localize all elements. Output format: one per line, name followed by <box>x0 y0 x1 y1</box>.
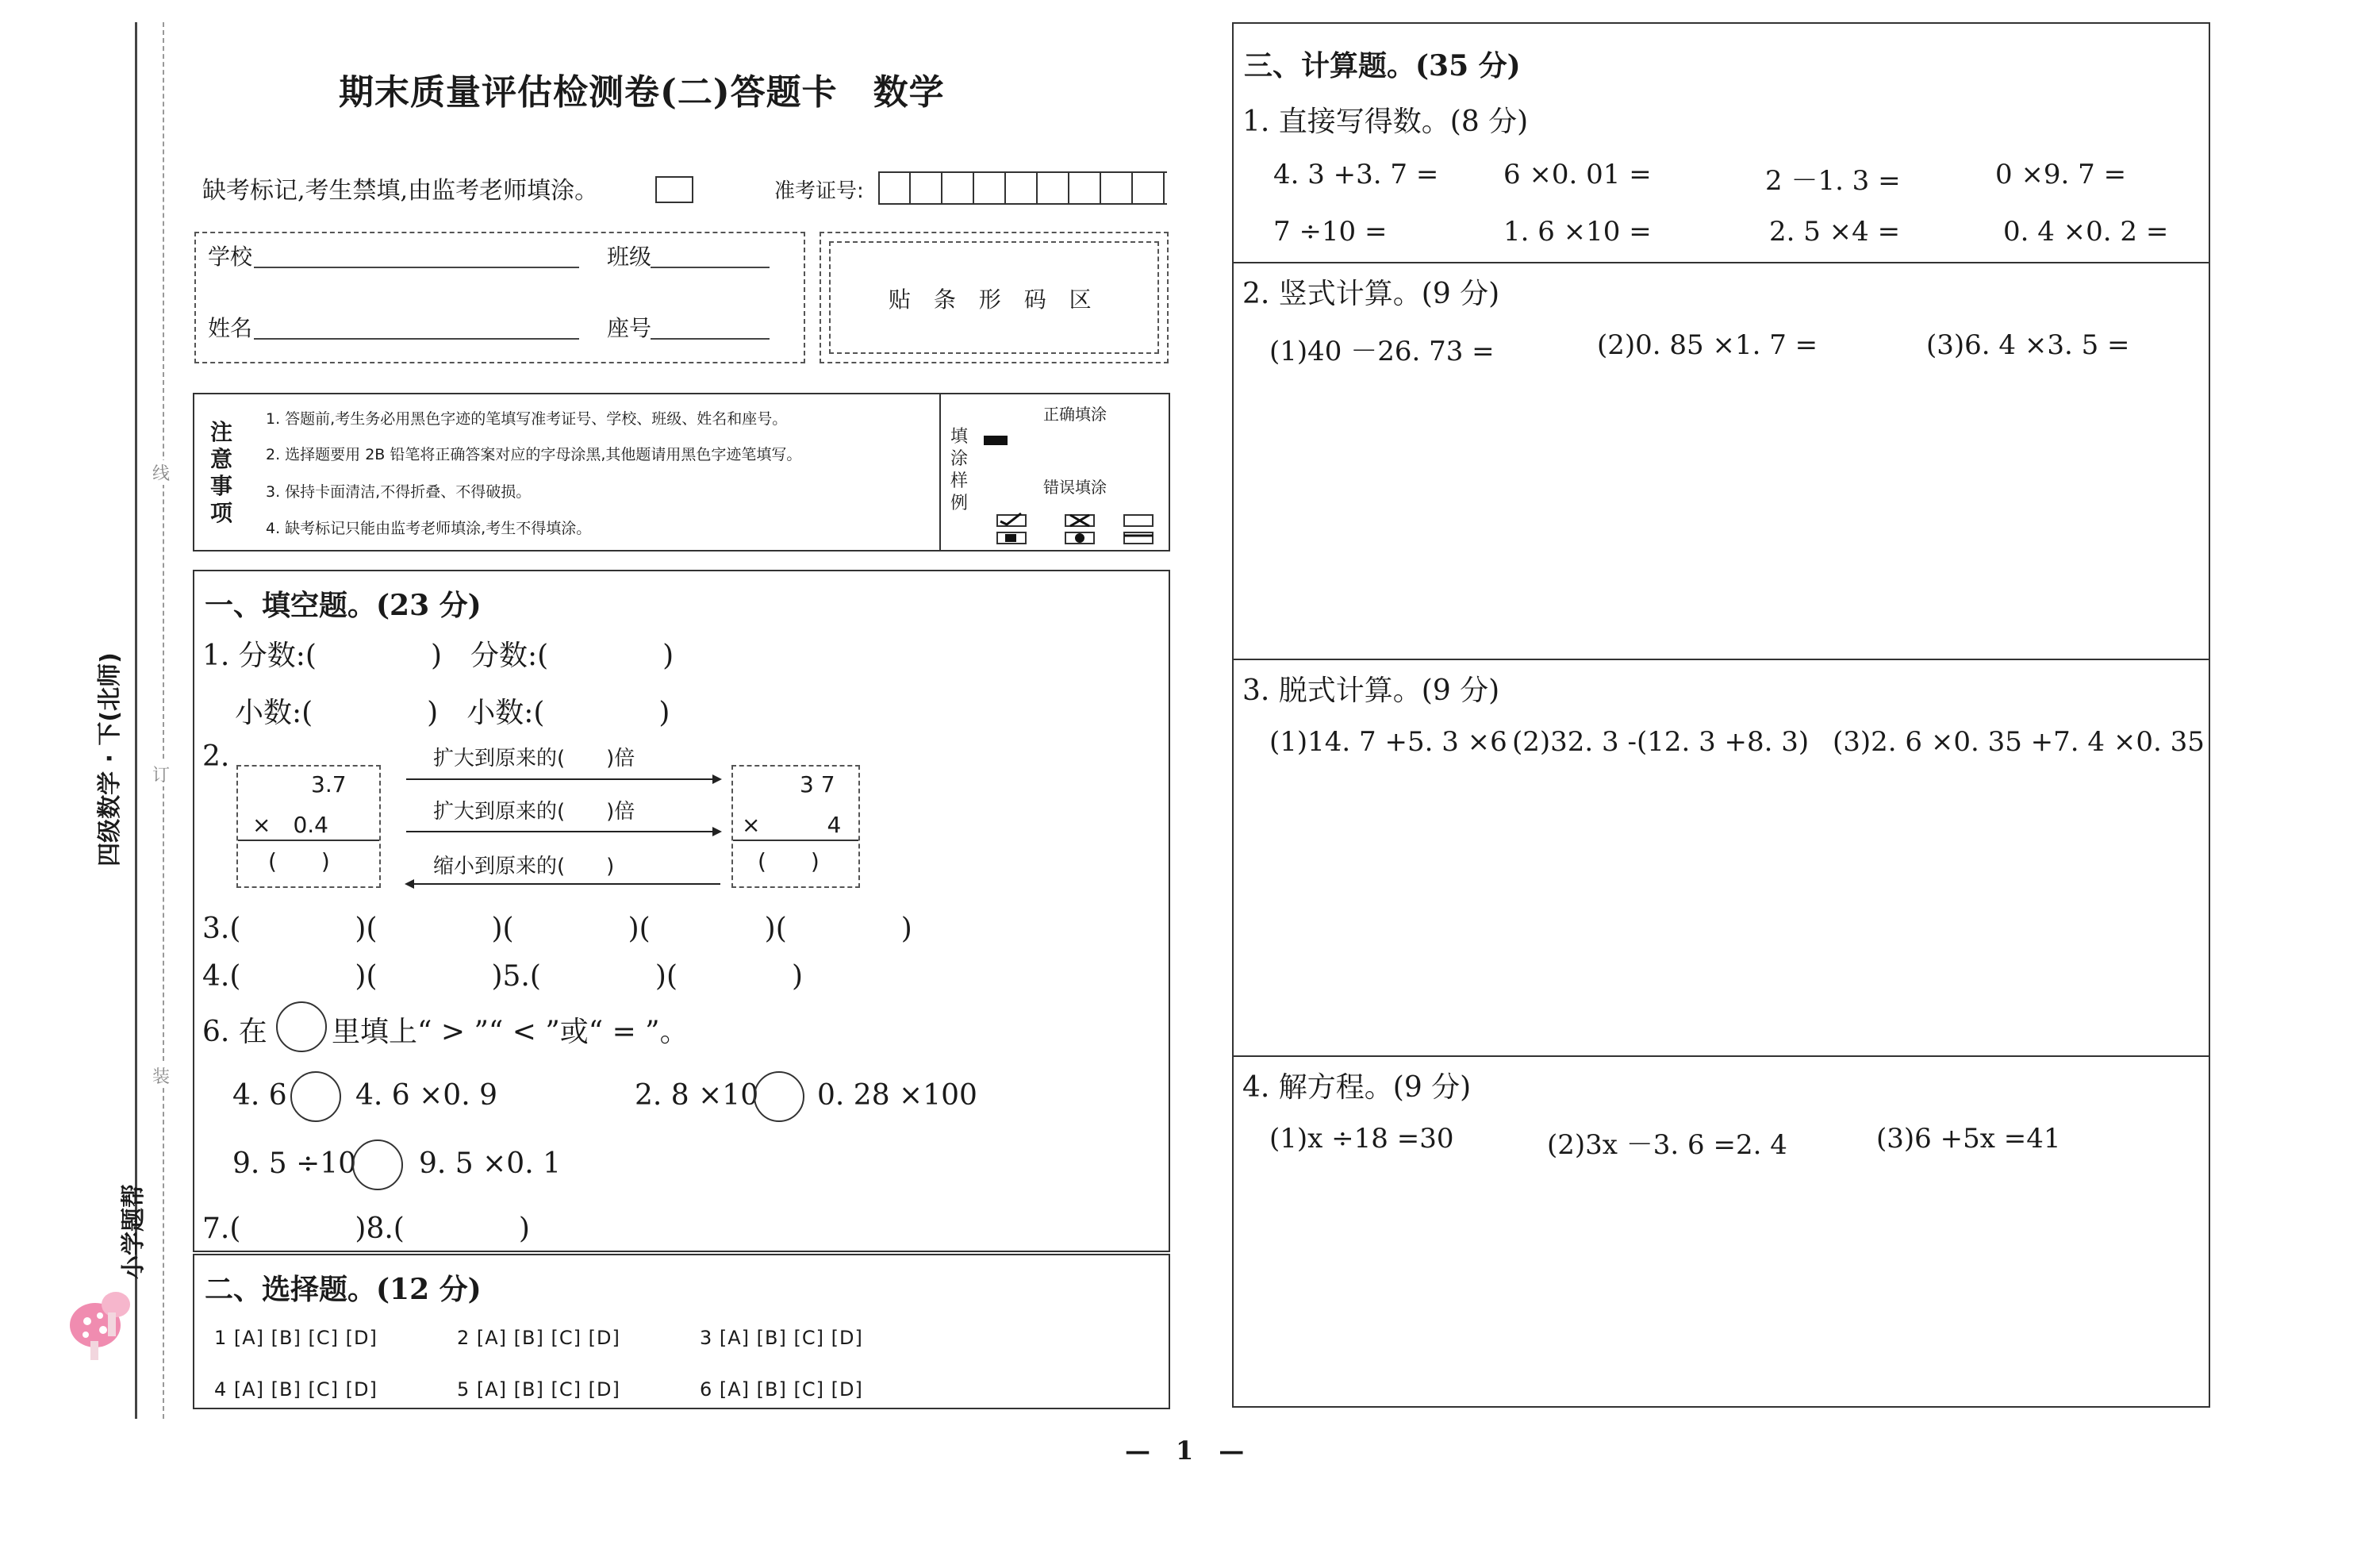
p3-divider <box>1232 659 2210 660</box>
q2-right-top: 3 7 <box>800 771 835 797</box>
page-number: — 1 — <box>1125 1435 1245 1466</box>
cmp2-right: 0. 28 ×100 <box>817 1079 977 1112</box>
absent-note: 缺考标记,考生禁填,由监考老师填涂。 <box>202 177 599 205</box>
q2-left-answer[interactable]: ( ) <box>268 848 330 874</box>
choice-q4[interactable]: 4 [A] [B] [C] [D] <box>214 1378 378 1401</box>
p3-title: 3. 脱式计算。(9 分) <box>1242 674 1500 707</box>
arrow-label-3: 缩小到原来的( ) <box>433 855 615 878</box>
p1-r1-4: 0 ×9. 7 = <box>1995 159 2127 190</box>
p4-item-1: (1)x ÷18 =30 <box>1269 1123 1454 1155</box>
p1-r1-1: 4. 3 +3. 7 = <box>1273 159 1439 190</box>
p1-r2-3: 2. 5 ×4 = <box>1769 216 1901 248</box>
p4-title: 4. 解方程。(9 分) <box>1242 1071 1472 1104</box>
q2-left-rule <box>238 840 379 841</box>
sample-heading: 填 涂 样 例 <box>950 427 969 513</box>
info-box <box>194 232 805 363</box>
class-label: 班级 <box>607 244 652 270</box>
barcode-label: 贴 条 形 码 区 <box>889 286 1100 313</box>
q6-text-b: 里填上“ > ”“ < ”或“ = ”。 <box>332 1016 689 1048</box>
binding-line-dashed <box>163 22 164 1419</box>
p1-r2-4: 0. 4 ×0. 2 = <box>2003 216 2169 248</box>
cmp3-left: 9. 5 ÷10 <box>232 1147 357 1180</box>
q2-left-top: 3.7 <box>311 771 347 797</box>
q6-circle-sample <box>276 1001 327 1052</box>
p1-title: 1. 直接写得数。(8 分) <box>1242 106 1529 138</box>
school-field[interactable] <box>254 267 579 268</box>
wrong-label: 错误填涂 <box>1043 478 1107 497</box>
section1-title: 一、填空题。(23 分) <box>205 589 482 622</box>
p2-item-1: (1)40 －26. 73 = <box>1269 336 1495 367</box>
choice-q2[interactable]: 2 [A] [B] [C] [D] <box>457 1327 620 1349</box>
cmp1-left: 4. 6 <box>232 1079 287 1112</box>
q2-number: 2. <box>202 740 230 773</box>
arrow-label-2: 扩大到原来的( )倍 <box>433 800 635 824</box>
binding-mark-mid: 订 <box>152 762 170 786</box>
p1-r1-2: 6 ×0. 01 = <box>1503 159 1652 190</box>
name-label: 姓名 <box>208 315 253 341</box>
cmp3-circle[interactable] <box>352 1139 403 1190</box>
p4-item-3: (3)6 +5x =41 <box>1876 1123 2061 1155</box>
p3-item-1: (1)14. 7 +5. 3 ×6 <box>1269 726 1507 758</box>
grade-label: 四级数学 · 下(北师) <box>96 652 124 867</box>
p2-item-3: (3)6. 4 ×3. 5 = <box>1926 329 2130 361</box>
page-title: 期末质量评估检测卷(二)答题卡 数学 <box>339 72 945 113</box>
p3-item-3: (3)2. 6 ×0. 35 +7. 4 ×0. 35 <box>1833 726 2205 758</box>
p2-divider <box>1232 262 2210 263</box>
q4-line: 4.( )( )5.( )( ) <box>202 960 804 993</box>
note-item-4: 4. 缺考标记只能由监考老师填涂,考生不得填涂。 <box>266 520 592 537</box>
arrow-label-1: 扩大到原来的( )倍 <box>433 747 635 770</box>
binding-mark-top: 线 <box>152 460 170 485</box>
q2-right-answer[interactable]: ( ) <box>758 848 820 874</box>
q6-text-a: 6. 在 <box>202 1016 267 1048</box>
note-item-1: 1. 答题前,考生务必用黑色字迹的笔填写准考证号、学校、班级、姓名和座号。 <box>266 410 788 428</box>
cmp2-left: 2. 8 ×10 <box>635 1079 759 1112</box>
cmp1-circle[interactable] <box>290 1071 341 1122</box>
p4-divider <box>1232 1055 2210 1057</box>
q7-line: 7.( )8.( ) <box>202 1212 530 1245</box>
cmp2-circle[interactable] <box>754 1071 804 1122</box>
q2-arrows <box>405 770 722 889</box>
p2-item-2: (2)0. 85 ×1. 7 = <box>1597 329 1818 361</box>
binding-mark-bottom: 装 <box>152 1063 170 1088</box>
sample-divider <box>939 393 941 551</box>
school-label: 学校 <box>208 244 253 270</box>
p1-r2-1: 7 ÷10 = <box>1273 216 1388 248</box>
p1-r2-2: 1. 6 ×10 = <box>1503 216 1652 248</box>
q3-line: 3.( )( )( )( )( ) <box>202 913 912 945</box>
p2-title: 2. 竖式计算。(9 分) <box>1242 278 1500 310</box>
q2-left-mid: × 0.4 <box>252 812 328 838</box>
exam-no-input[interactable] <box>878 171 1167 205</box>
class-field[interactable] <box>651 267 770 268</box>
choice-q6[interactable]: 6 [A] [B] [C] [D] <box>700 1378 863 1401</box>
cmp3-right: 9. 5 ×0. 1 <box>419 1147 561 1180</box>
correct-label: 正确填涂 <box>1043 405 1107 424</box>
q1-line-a: 1. 分数:( ) 分数:( ) <box>202 640 674 672</box>
mushroom-logo <box>63 1278 143 1365</box>
q2-right-mid: × 4 <box>742 812 842 838</box>
p3-item-2: (2)32. 3 -(12. 3 +8. 3) <box>1512 726 1810 758</box>
absent-checkbox[interactable] <box>655 176 693 203</box>
exam-no-label: 准考证号: <box>774 179 864 203</box>
p1-r1-3: 2 －1. 3 = <box>1765 165 1901 197</box>
correct-sample <box>984 436 1008 445</box>
notes-heading: 注 意 事 项 <box>210 419 233 526</box>
choice-q1[interactable]: 1 [A] [B] [C] [D] <box>214 1327 378 1349</box>
name-field[interactable] <box>254 338 579 340</box>
section2-title: 二、选择题。(12 分) <box>205 1273 482 1306</box>
wrong-samples <box>996 512 1154 548</box>
p4-item-2: (2)3x －3. 6 =2. 4 <box>1547 1129 1787 1161</box>
section3-title: 三、计算题。(35 分) <box>1244 49 1521 83</box>
q1-line-b: 小数:( ) 小数:( ) <box>235 697 670 729</box>
cmp1-right: 4. 6 ×0. 9 <box>355 1079 497 1112</box>
brand-label: 小学题帮 <box>120 1184 148 1279</box>
choice-q3[interactable]: 3 [A] [B] [C] [D] <box>700 1327 863 1349</box>
choice-q5[interactable]: 5 [A] [B] [C] [D] <box>457 1378 620 1401</box>
note-item-3: 3. 保持卡面清洁,不得折叠、不得破损。 <box>266 483 532 501</box>
seat-label: 座号 <box>607 315 652 341</box>
q2-right-rule <box>733 840 858 841</box>
note-item-2: 2. 选择题要用 2B 铅笔将正确答案对应的字母涂黑,其他题请用黑色字迹笔填写。 <box>266 446 802 463</box>
seat-field[interactable] <box>651 338 770 340</box>
